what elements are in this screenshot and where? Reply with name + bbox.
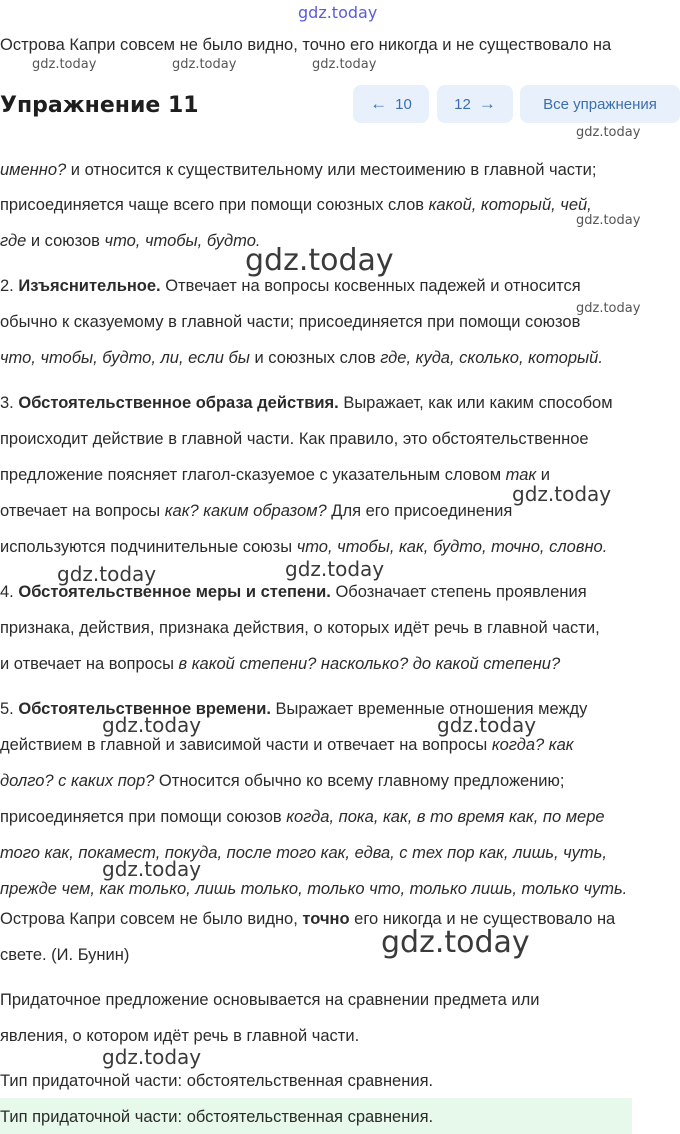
all-exercises-label: Все упражнения — [543, 95, 657, 113]
text-line: присоединяется при помощи союзов когда, пока, как, в то время как, по мере — [0, 808, 605, 826]
arrow-right-icon: → — [478, 94, 496, 113]
watermark: gdz.today — [437, 713, 537, 737]
text-line: Придаточное предложение основывается на сравнении предмета или — [0, 991, 540, 1009]
text-line: 4. Обстоятельственное меры и степени. Обозначает степень проявления — [0, 583, 587, 601]
text-line: 5. Обстоятельственное времени. Выражает временные отношения между — [0, 700, 588, 718]
text-line: 2. Изъяснительное. Отвечает на вопросы косвенных падежей и относится — [0, 277, 581, 295]
text-line: присоединяется чаще всего при помощи союзных слов какой, который, чей, — [0, 196, 592, 214]
text-line: что, чтобы, будто, ли, если бы и союзных слов где, куда, сколько, который. — [0, 349, 603, 367]
watermark: gdz.today — [285, 557, 385, 581]
text-line: и отвечает на вопросы в какой степени? насколько? до какой степени? — [0, 655, 561, 673]
answer-highlighted-text: Тип придаточной части: обстоятельственная сравнения. — [0, 1108, 434, 1126]
text-line: долго? с каких пор? Относится обычно ко всему главному предложению; — [0, 772, 565, 790]
page-title: Упражнение 11 — [0, 93, 199, 118]
watermark: gdz.today — [32, 57, 97, 72]
example-source: свете. (И. Бунин) — [0, 946, 130, 964]
text-line: того как, покамест, покуда, после того как, едва, с тех пор как, лишь, чуть, — [0, 844, 607, 862]
text-line: происходит действие в главной части. Как правило, это обстоятельственное — [0, 430, 589, 448]
next-exercise-button[interactable] — [437, 85, 513, 123]
watermark: gdz.today — [102, 713, 202, 737]
watermark: gdz.today — [381, 925, 530, 960]
text-line: явления, о котором идёт речь в главной части. — [0, 1027, 360, 1045]
text-line: отвечает на вопросы как? каким образом? Для его присоединения — [0, 502, 513, 520]
watermark: gdz.today — [245, 243, 394, 278]
next-exercise-label: 12 — [454, 95, 471, 113]
text-line: предложение поясняет глагол-сказуемое с указательным словом так и — [0, 466, 550, 484]
watermark: gdz.today — [172, 57, 237, 72]
watermark: gdz.today — [576, 213, 641, 228]
text-line: 3. Обстоятельственное образа действия. Выражает, как или каким способом — [0, 394, 613, 412]
watermark: gdz.today — [298, 3, 378, 22]
answer-text: Тип придаточной части: обстоятельственная сравнения. — [0, 1072, 434, 1090]
top-text-line: Острова Капри совсем не было видно, точно его никогда и не существовало на — [0, 36, 612, 54]
text-line: признака, действия, признака действия, о которых идёт речь в главной части, — [0, 619, 600, 637]
watermark: gdz.today — [102, 857, 202, 881]
text-line: где и союзов что, чтобы, будто. — [0, 232, 261, 250]
prev-exercise-label: 10 — [395, 95, 412, 113]
watermark: gdz.today — [102, 1045, 202, 1069]
text-line: прежде чем, как только, лишь только, только что, только лишь, только чуть. — [0, 880, 628, 898]
watermark: gdz.today — [576, 301, 641, 316]
watermark: gdz.today — [57, 562, 157, 586]
watermark: gdz.today — [512, 482, 612, 506]
arrow-left-icon: ← — [370, 94, 388, 113]
watermark: gdz.today — [576, 125, 641, 140]
text-line: используются подчинительные союзы что, чтобы, как, будто, точно, словно. — [0, 538, 608, 556]
text-line: обычно к сказуемому в главной части; присоединяется при помощи союзов — [0, 313, 581, 331]
watermark: gdz.today — [312, 57, 377, 72]
example-sentence: Острова Капри совсем не было видно, точно его никогда и не существовало на — [0, 910, 616, 928]
all-exercises-button[interactable] — [520, 85, 680, 123]
text-line: действием в главной и зависимой части и отвечает на вопросы когда? как — [0, 736, 574, 754]
prev-exercise-button[interactable] — [353, 85, 429, 123]
text-line: именно? и относится к существительному или местоимению в главной части; — [0, 161, 597, 179]
